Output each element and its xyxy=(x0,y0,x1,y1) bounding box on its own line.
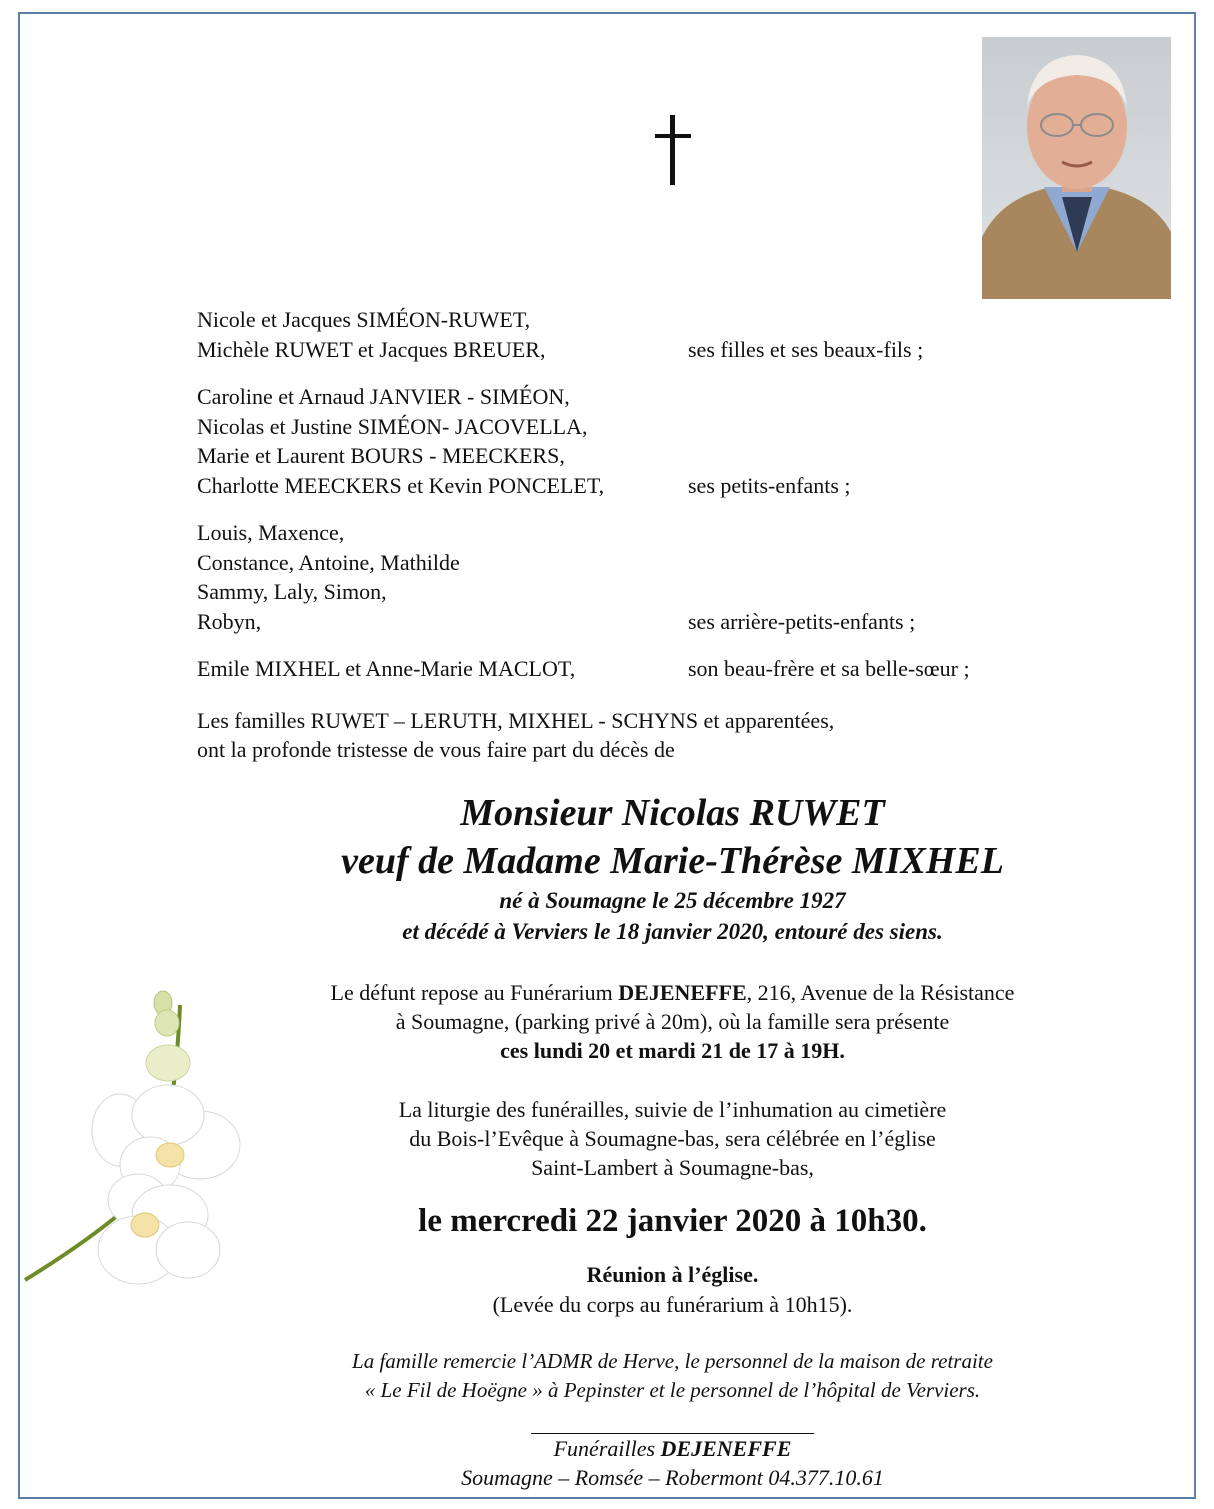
portrait-photo xyxy=(982,37,1171,299)
funeral-home-name: DEJENEFFE xyxy=(618,980,747,1005)
signature-contact: Soumagne – Romsée – Robermont 04.377.10.61 xyxy=(461,1465,884,1490)
family-group-grandchildren xyxy=(197,382,1097,500)
intro-line: ont la profonde tristesse de vous faire part du décès de xyxy=(197,737,675,762)
family-name: Charlotte MEECKERS et Kevin PONCELET, xyxy=(197,472,605,498)
thanks-line: La famille remercie l’ADMR de Herve, le personnel de la maison de retraite xyxy=(352,1349,993,1373)
visitation-line xyxy=(180,978,1165,1007)
family-name: Sammy, Laly, Simon, xyxy=(197,579,387,604)
family-name: Robyn, xyxy=(197,608,262,634)
family-group-in-laws xyxy=(197,654,1097,684)
ceremony-date: le mercredi 22 janvier 2020 à 10h30. xyxy=(418,1203,927,1239)
announcement-intro xyxy=(197,706,834,764)
visitation-line: à Soumagne, (parking privé à 20m), où la famille sera présente xyxy=(395,1009,950,1034)
family-group-daughters xyxy=(197,305,1097,364)
meeting-place: Réunion à l’église. xyxy=(586,1262,759,1287)
family-name: Nicolas et Justine SIMÉON- JACOVELLA, xyxy=(197,413,588,439)
widow-of: veuf de Madame Marie-Thérèse MIXHEL xyxy=(341,840,1004,882)
liturgy-line: Saint-Lambert à Soumagne-bas, xyxy=(531,1155,814,1180)
meeting-info xyxy=(180,1260,1165,1320)
visitation-hours: ces lundi 20 et mardi 21 de 17 à 19H. xyxy=(500,1038,845,1063)
liturgy-line: du Bois-l’Evêque à Soumagne-bas, sera célébrée en l’église xyxy=(409,1126,936,1151)
thanks-line: « Le Fil de Hoëgne » à Pepinster et le personnel de l’hôpital de Verviers. xyxy=(364,1378,981,1402)
orchid-icon xyxy=(20,985,300,1315)
family-relation: ses arrière-petits-enfants ; xyxy=(688,608,916,634)
liturgy-info xyxy=(180,1095,1165,1182)
family-name: Nicole et Jacques SIMÉON-RUWET, xyxy=(197,307,531,332)
funeral-home-signature xyxy=(180,1434,1165,1492)
intro-line: Les familles RUWET – LERUTH, MIXHEL - SCHYNS et apparentées, xyxy=(197,708,835,733)
family-name: Louis, Maxence, xyxy=(197,520,345,545)
family-list xyxy=(197,305,1097,702)
family-relation: ses filles et ses beaux-fils ; xyxy=(688,336,924,362)
family-name: Marie et Laurent BOURS - MEECKERS, xyxy=(197,443,565,468)
family-name: Caroline et Arnaud JANVIER - SIMÉON, xyxy=(197,384,570,409)
family-name: Constance, Antoine, Mathilde xyxy=(197,549,460,575)
signature-label: Funérailles xyxy=(553,1436,661,1461)
thanks-note xyxy=(180,1347,1165,1405)
death-info: et décédé à Verviers le 18 janvier 2020, entouré des siens. xyxy=(402,919,943,944)
visitation-post: , 216, Avenue de la Résistance xyxy=(746,980,1015,1005)
visitation-pre: Le défunt repose au Funérarium xyxy=(330,980,619,1005)
family-group-great-grandchildren xyxy=(197,518,1097,636)
family-relation: son beau-frère et sa belle-sœur ; xyxy=(688,656,970,681)
family-name: Emile MIXHEL et Anne-Marie MACLOT, xyxy=(197,656,576,681)
birth-info: né à Soumagne le 25 décembre 1927 xyxy=(499,888,846,913)
signature-company: DEJENEFFE xyxy=(660,1436,792,1461)
latin-cross-icon xyxy=(655,115,691,185)
signature-title xyxy=(180,1434,1165,1463)
visitation-info xyxy=(180,978,1165,1065)
liturgy-line: La liturgie des funérailles, suivie de l’inhumation au cimetière xyxy=(398,1097,947,1122)
family-relation: ses petits-enfants ; xyxy=(688,472,851,498)
deceased-name: Monsieur Nicolas RUWET xyxy=(460,792,885,834)
family-name: Michèle RUWET et Jacques BREUER, xyxy=(197,336,546,362)
body-removal: (Levée du corps au funérarium à 10h15). xyxy=(492,1292,853,1317)
